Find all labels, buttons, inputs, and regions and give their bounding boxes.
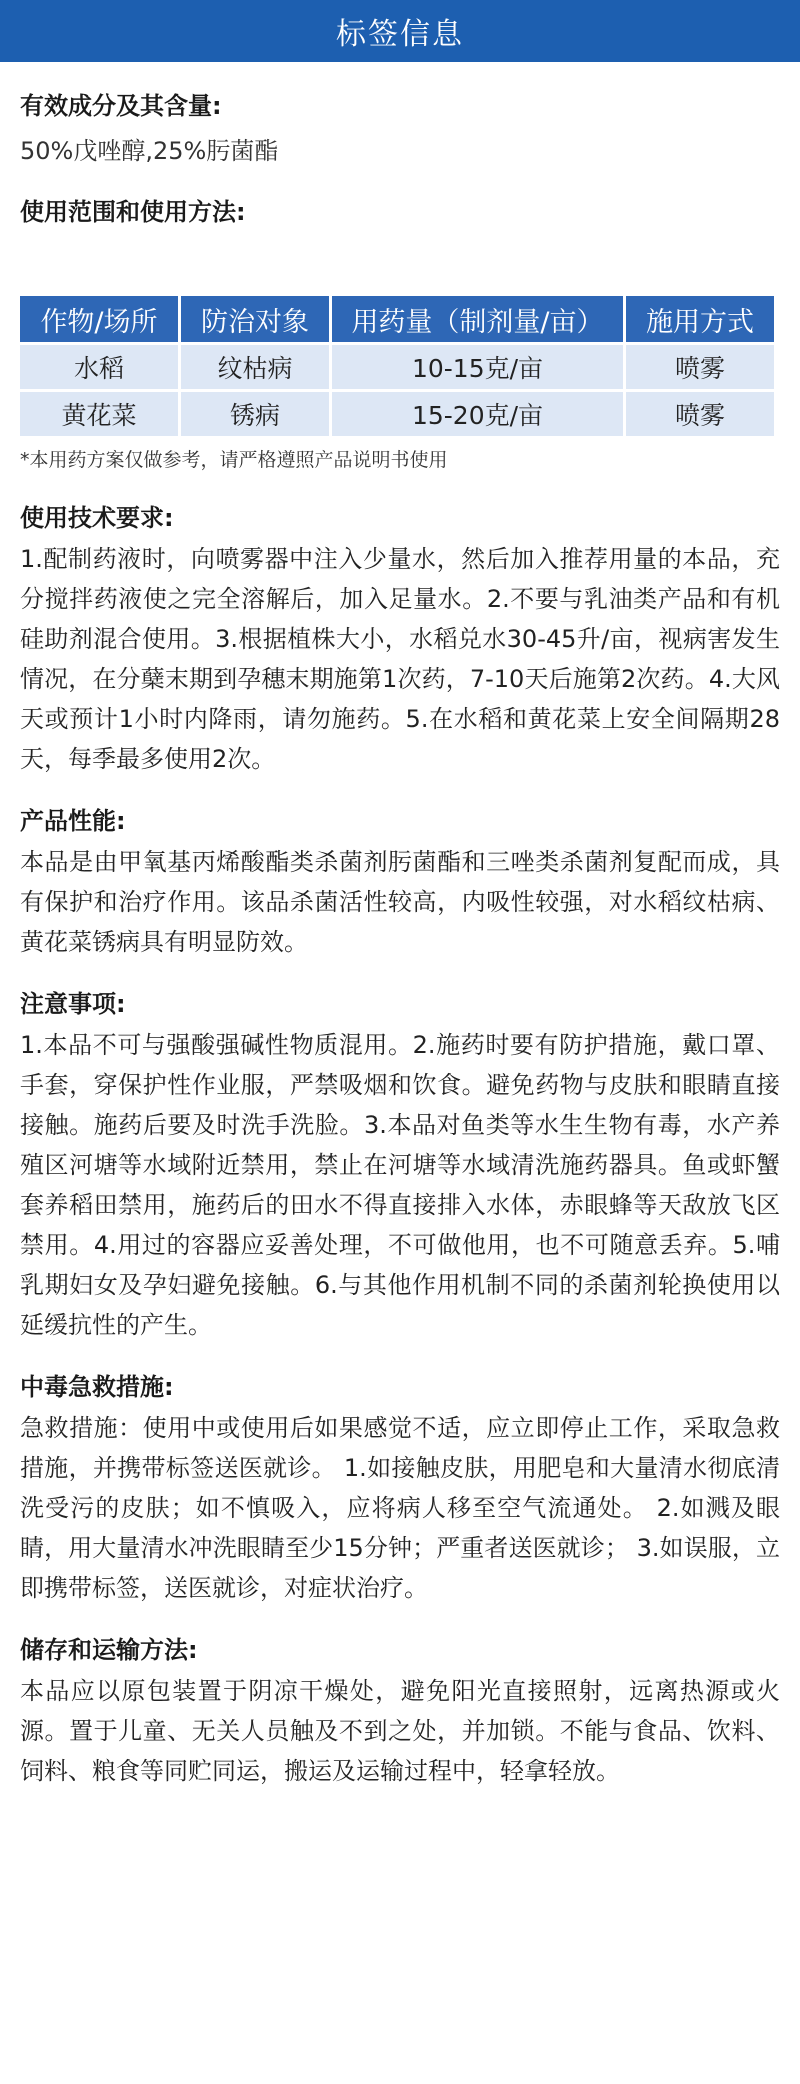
table-row bbox=[20, 345, 774, 389]
firstaid-heading: 中毒急救措施: bbox=[20, 1373, 174, 1401]
precautions-text: 1.本品不可与强酸强碱性物质混用。2.施药时要有防护措施，戴口罩、手套，穿保护性作业服，严禁吸烟和饮食。避免药物与皮肤和眼睛直接接触。施药后要及时洗手洗脸。3.本品对鱼类等水生生物有毒，水产养殖区河塘等水域附近禁用，禁止在河塘等水域清洗施药器具。鱼或虾蟹套养稻田禁用，施药后的田水不得直接排入水体，赤眼蜂等天敌放飞区禁用。4.用过的容器应妥善处理，不可做他用，也不可随意丢弃。5.哺乳期妇女及孕妇避免接触。6.与其他作用机制不同的杀菌剂轮换使用以延缓抗性的产生。 bbox=[20, 1031, 780, 1339]
column-header-crop: 作物/场所 bbox=[20, 296, 178, 342]
header-bar bbox=[0, 0, 800, 62]
ingredients-value: 50%戊唑醇,25%肟菌酯 bbox=[20, 137, 279, 165]
tech-text: 1.配制药液时，向喷雾器中注入少量水，然后加入推荐用量的本品，充分搅拌药液使之完全溶解后，加入足量水。2.不要与乳油类产品和有机硅助剂混合使用。3.根据植株大小，水稻兑水30-45升/亩，视病害发生情况，在分蘖末期到孕穗末期施第1次药，7-10天后施第2次药。4.大风天或预计1小时内降雨，请勿施药。5.在水稻和黄花菜上安全间隔期28天，每季最多使用2次。 bbox=[20, 545, 780, 773]
table-cell: 喷雾 bbox=[626, 392, 774, 436]
table-cell: 10-15克/亩 bbox=[332, 345, 623, 389]
column-header-target: 防治对象 bbox=[181, 296, 329, 342]
table-cell: 锈病 bbox=[181, 392, 329, 436]
table-cell: 纹枯病 bbox=[181, 345, 329, 389]
storage-heading: 储存和运输方法: bbox=[20, 1636, 198, 1664]
tech-heading: 使用技术要求: bbox=[20, 504, 174, 532]
tech-section bbox=[20, 498, 780, 779]
precautions-heading: 注意事项: bbox=[20, 990, 126, 1018]
table-cell: 黄花菜 bbox=[20, 392, 178, 436]
precautions-section bbox=[20, 984, 780, 1345]
table-header-row bbox=[20, 296, 774, 342]
ingredients-heading: 有效成分及其含量: bbox=[20, 92, 222, 120]
table-cell: 15-20克/亩 bbox=[332, 392, 623, 436]
ingredients-section bbox=[20, 86, 780, 166]
performance-text: 本品是由甲氧基丙烯酸酯类杀菌剂肟菌酯和三唑类杀菌剂复配而成，具有保护和治疗作用。该品杀菌活性较高，内吸性较强，对水稻纹枯病、黄花菜锈病具有明显防效。 bbox=[20, 848, 780, 956]
storage-section bbox=[20, 1630, 780, 1791]
usage-note: *本用药方案仅做参考，请严格遵照产品说明书使用 bbox=[20, 449, 448, 471]
performance-heading: 产品性能: bbox=[20, 807, 126, 835]
table-cell: 水稻 bbox=[20, 345, 178, 389]
table-cell: 喷雾 bbox=[626, 345, 774, 389]
performance-section bbox=[20, 801, 780, 962]
firstaid-section bbox=[20, 1367, 780, 1608]
usage-heading: 使用范围和使用方法: bbox=[20, 198, 246, 226]
usage-section bbox=[20, 192, 780, 472]
column-header-dosage: 用药量（制剂量/亩） bbox=[332, 296, 623, 342]
storage-text: 本品应以原包装置于阴凉干燥处，避免阳光直接照射，远离热源或火源。置于儿童、无关人员触及不到之处，并加锁。不能与食品、饮料、饲料、粮食等同贮同运，搬运及运输过程中，轻拿轻放。 bbox=[20, 1677, 780, 1785]
column-header-method: 施用方式 bbox=[626, 296, 774, 342]
firstaid-text: 急救措施：使用中或使用后如果感觉不适，应立即停止工作，采取急救措施，并携带标签送医就诊。 1.如接触皮肤，用肥皂和大量清水彻底清洗受污的皮肤；如不慎吸入，应将病人移至空气流通处。 2.如溅及眼睛，用大量清水冲洗眼睛至少15分钟；严重者送医就诊； 3.如误服，立即携带标签，送医就诊，对症状治疗。 bbox=[20, 1414, 780, 1602]
page-title: 标签信息 bbox=[336, 17, 464, 52]
usage-table bbox=[17, 293, 777, 439]
label-content bbox=[0, 86, 800, 1791]
table-row bbox=[20, 392, 774, 436]
